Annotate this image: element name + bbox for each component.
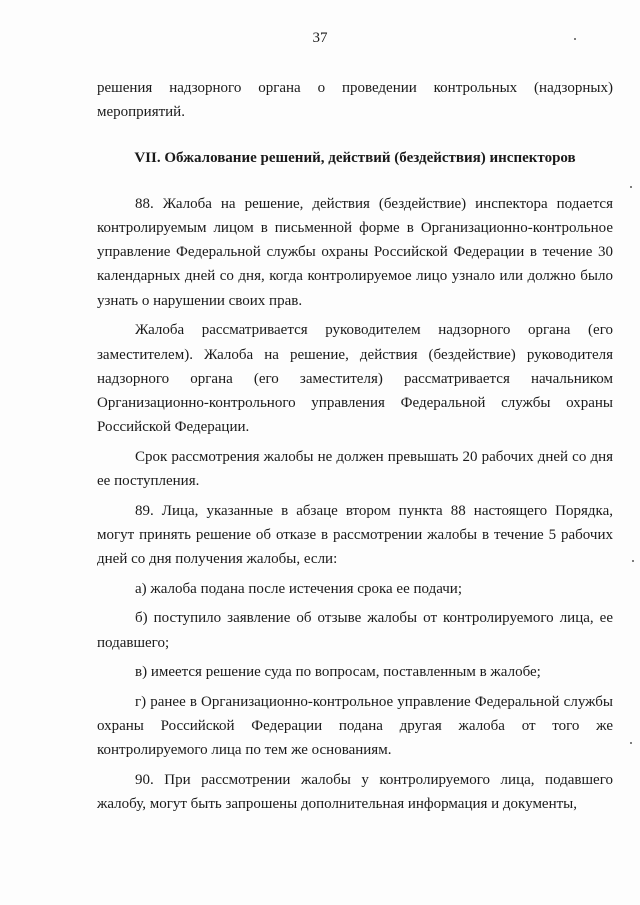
list-item-b: б) поступило заявление об отзыве жалобы от контролируемого лица, ее подавшего; xyxy=(97,610,613,651)
list-item-g: г) ранее в Организационно-контрольное управление Федеральной службы охраны Российской Федерации подана другая жалоба от того же контролируемого лица по тем же основаниям. xyxy=(97,693,613,759)
paragraph-89: 89. Лица, указанные в абзаце втором пункта 88 настоящего Порядка, могут принять решение об отказе в рассмотрении жалобы в течение 5 рабочих дней со дня получения жалобы, если: xyxy=(97,502,613,568)
paragraph-90: 90. При рассмотрении жалобы у контролируемого лица, подавшего жалобу, могут быть запрошены дополнительная информация и документы, xyxy=(97,771,613,812)
scan-speck xyxy=(630,742,632,744)
paragraph-complaint-review: Жалоба рассматривается руководителем надзорного органа (его заместителем). Жалоба на решение, действия (бездействие) руководителя надзорного органа (его заместителя) рассматривается начальником Организационно-контрольного управления Федеральной службы охраны Российской Федерации. xyxy=(97,322,613,436)
paragraph-88: 88. Жалоба на решение, действия (бездействие) инспектора подается контролируемым лицом в письменной форме в Организационно-контрольное управление Федеральной службы охраны Российской Федерации в течение 30 календарных дней со дня, когда контролируемое лицо узнало или должно было узнать о нарушении своих прав. xyxy=(97,195,613,309)
paragraph-review-term: Срок рассмотрения жалобы не должен превышать 20 рабочих дней со дня ее поступления. xyxy=(97,448,613,490)
list-item-a: а) жалоба подана после истечения срока ее подачи; xyxy=(135,580,462,597)
section-title: VII. Обжалование решений, действий (бездействия) инспекторов xyxy=(134,149,576,166)
continuation-paragraph: решения надзорного органа о проведении контрольных (надзорных) мероприятий. xyxy=(97,80,613,121)
page-number: 37 xyxy=(312,30,328,46)
list-item-v: в) имеется решение суда по вопросам, поставленным в жалобе; xyxy=(135,664,541,681)
page-body xyxy=(97,76,613,821)
scan-speck xyxy=(574,38,576,40)
scan-speck xyxy=(630,186,632,188)
scan-speck xyxy=(632,560,634,562)
